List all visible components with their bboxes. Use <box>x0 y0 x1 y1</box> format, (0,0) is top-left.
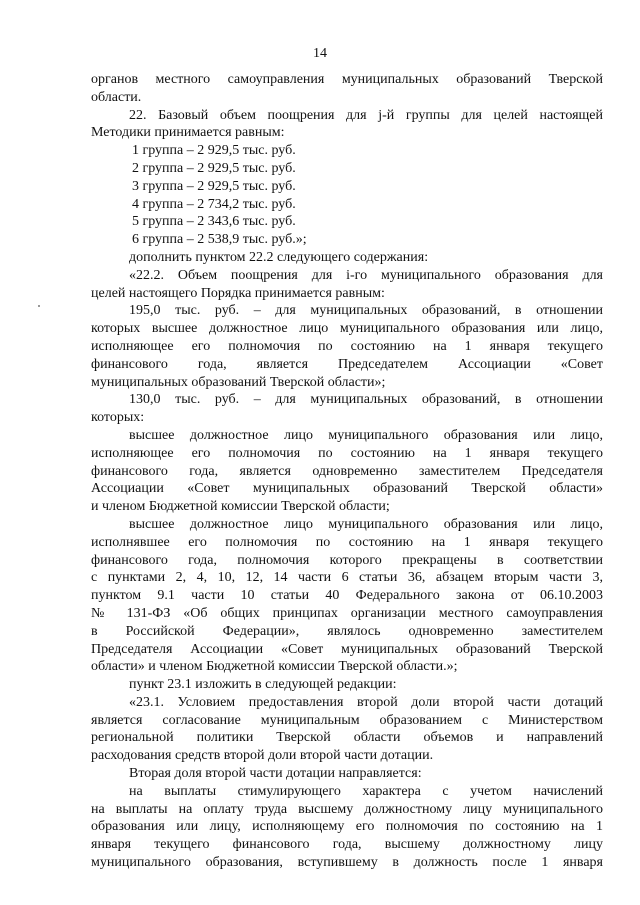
document-body <box>91 71 603 872</box>
text-line: 3 группа – 2 929,5 тыс. руб. <box>132 178 296 194</box>
text-line: на выплаты на оплату труда высшему должностному лицу муниципального <box>91 801 603 817</box>
text-line: «23.1. Условием предоставления второй доли второй части дотаций <box>129 694 603 710</box>
text-line: Вторая доля второй части дотации направляется: <box>129 766 422 782</box>
page-number: 14 <box>313 46 327 61</box>
text-line: муниципального образования, вступившему в должность после 1 января <box>91 855 603 871</box>
text-line: «22.2. Объем поощрения для i-го муниципального образования для <box>129 267 603 283</box>
text-line: является согласование муниципальным образованием с Министерством <box>91 712 603 728</box>
text-line: области. <box>91 89 142 105</box>
text-line: которых высшее должностное лицо муниципального образования или лицо, <box>91 321 603 337</box>
text-line: целей настоящего Порядка принимается равным: <box>91 285 385 301</box>
text-line: в Российской Федерации», являлось одновременно заместителем <box>91 623 603 639</box>
text-line: Методики принимается равным: <box>91 125 285 141</box>
text-line: финансового года, является Председателем Ассоциации «Совет <box>91 356 603 372</box>
text-line: дополнить пунктом 22.2 следующего содержания: <box>129 249 429 265</box>
text-line: на выплаты стимулирующего характера с учетом начислений <box>129 783 603 799</box>
text-line: № 131-ФЗ «Об общих принципах организации местного самоуправления <box>91 605 603 621</box>
text-line: высшее должностное лицо муниципального образования или лицо, <box>129 427 603 443</box>
text-line: образования или лицу, исполняющему его полномочия по состоянию на 1 <box>91 819 603 835</box>
text-line: 6 группа – 2 538,9 тыс. руб.»; <box>132 232 307 248</box>
text-line: муниципальных образований Тверской области»; <box>91 374 386 390</box>
text-line: 22. Базовый объем поощрения для j-й группы для целей настоящей <box>129 107 603 123</box>
text-line: Ассоциации «Совет муниципальных образований Тверской области» <box>91 481 603 497</box>
text-line: 130,0 тыс. руб. – для муниципальных образований, в отношении <box>129 392 603 408</box>
text-line: финансового года, является одновременно заместителем Председателя <box>91 463 603 479</box>
text-line: региональной политики Тверской области объемов и направлений <box>91 730 603 746</box>
text-line: высшее должностное лицо муниципального образования или лицо, <box>129 516 603 532</box>
text-line: исполняющее его полномочия по состоянию на 1 января текущего <box>91 338 603 354</box>
text-line: 5 группа – 2 343,6 тыс. руб. <box>132 214 296 230</box>
text-line: 2 группа – 2 929,5 тыс. руб. <box>132 160 296 176</box>
text-line: исполняющее его полномочия по состоянию на 1 января текущего <box>91 445 603 461</box>
text-line: органов местного самоуправления муниципальных образований Тверской <box>91 72 603 87</box>
text-line: финансового года, полномочия которого прекращены в соответствии <box>91 552 603 568</box>
text-line: 195,0 тыс. руб. – для муниципальных образований, в отношении <box>129 303 603 319</box>
text-line: расходования средств второй доли второй части дотации. <box>91 748 434 764</box>
text-line: 1 группа – 2 929,5 тыс. руб. <box>132 143 296 159</box>
text-line: и членом Бюджетной комиссии Тверской области; <box>91 499 390 515</box>
text-line: которых: <box>91 410 145 426</box>
text-line: пунктом 9.1 части 10 статьи 40 Федерального закона от 06.10.2003 <box>91 588 603 604</box>
text-line: пункт 23.1 изложить в следующей редакции: <box>129 677 397 693</box>
text-line: Председателя Ассоциации «Совет муниципальных образований Тверской <box>91 641 603 657</box>
text-line: с пунктами 2, 4, 10, 12, 14 части 6 статьи 36, абзацем вторым части 3, <box>91 570 603 586</box>
text-line: января текущего финансового года, высшему должностному лицу <box>91 837 603 853</box>
text-line: области» и членом Бюджетной комиссии Тверской области.»; <box>91 659 458 675</box>
text-line: исполнявшее его полномочия по состоянию на 1 января текущего <box>91 534 603 550</box>
margin-mark <box>38 305 40 307</box>
text-line: 4 группа – 2 734,2 тыс. руб. <box>132 196 296 212</box>
